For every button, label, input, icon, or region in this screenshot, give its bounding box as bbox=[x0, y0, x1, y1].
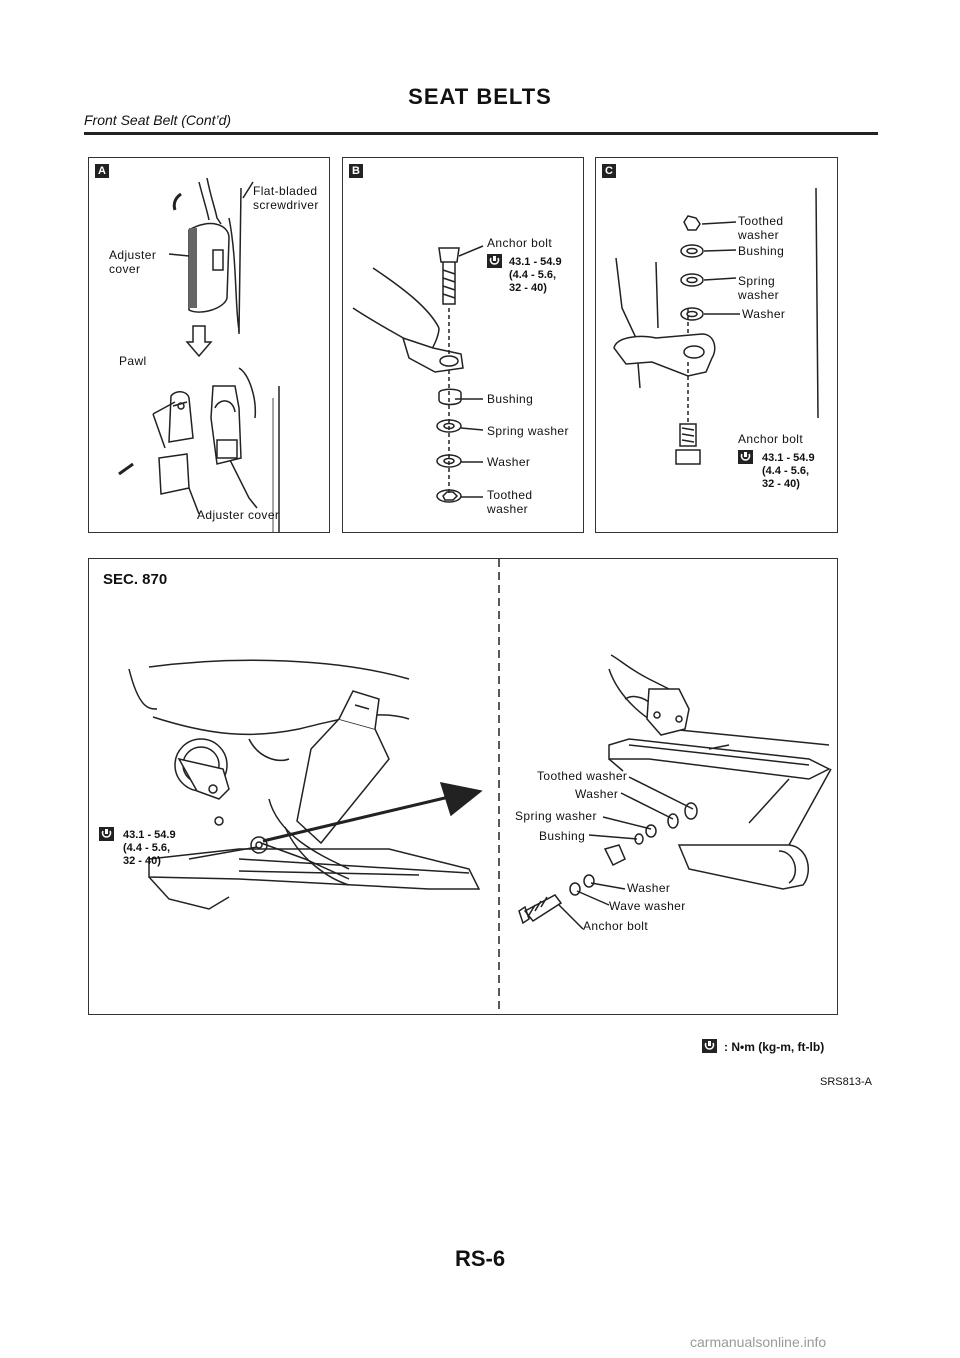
page-title: SEAT BELTS bbox=[408, 84, 552, 109]
label-washer: Washer bbox=[487, 455, 531, 469]
label-bushing: Bushing bbox=[487, 392, 534, 406]
label-washer: Washer bbox=[742, 307, 786, 321]
label-anchor-bolt: Anchor bolt bbox=[487, 236, 553, 250]
label-adjuster-cover-bottom: Adjuster cover bbox=[197, 508, 280, 522]
torque-value-main: 43.1 - 54.9 (4.4 - 5.6, 32 - 40) bbox=[123, 829, 176, 867]
panel-b-illustration bbox=[343, 158, 583, 532]
label-adjuster-cover-top: Adjuster cover bbox=[109, 248, 157, 276]
torque-wrench-icon bbox=[738, 450, 753, 464]
label-pawl: Pawl bbox=[119, 354, 147, 368]
torque-wrench-icon bbox=[702, 1039, 717, 1053]
panel-main-illustration bbox=[89, 559, 837, 1014]
torque-wrench-icon bbox=[487, 254, 502, 268]
panel-a-illustration bbox=[89, 158, 329, 532]
label-toothed-washer: Toothed washer bbox=[738, 214, 784, 242]
label-flat-bladed-screwdriver: Flat-bladed screwdriver bbox=[253, 184, 319, 212]
label-toothed-washer: Toothed washer bbox=[537, 769, 628, 783]
torque-value-b: 43.1 - 54.9 (4.4 - 5.6, 32 - 40) bbox=[509, 256, 562, 294]
section-number: SEC. 870 bbox=[103, 571, 168, 588]
panel-a bbox=[88, 157, 330, 533]
watermark: carmanualsonline.info bbox=[690, 1334, 827, 1350]
label-anchor-bolt: Anchor bolt bbox=[738, 432, 804, 446]
panel-a-tag: A bbox=[95, 164, 109, 178]
label-spring-washer: Spring washer bbox=[487, 424, 569, 438]
panel-b bbox=[342, 157, 584, 533]
label-washer-top: Washer bbox=[575, 787, 619, 801]
panel-main bbox=[88, 558, 838, 1015]
panel-b-tag: B bbox=[349, 164, 363, 178]
label-bushing: Bushing bbox=[738, 244, 785, 258]
page-number: RS-6 bbox=[454, 1246, 506, 1271]
header-rule bbox=[84, 132, 878, 135]
torque-value-c: 43.1 - 54.9 (4.4 - 5.6, 32 - 40) bbox=[762, 452, 815, 490]
torque-wrench-icon bbox=[99, 827, 114, 841]
figure-id: SRS813-A bbox=[820, 1076, 872, 1088]
panel-c bbox=[595, 157, 838, 533]
panel-c-tag: C bbox=[602, 164, 616, 178]
label-bushing: Bushing bbox=[539, 829, 586, 843]
torque-unit-legend: : N•m (kg-m, ft-lb) bbox=[724, 1040, 825, 1054]
label-toothed-washer: Toothed washer bbox=[487, 488, 533, 516]
label-anchor-bolt: Anchor bolt bbox=[583, 919, 649, 933]
label-washer-bottom: Washer bbox=[627, 881, 671, 895]
label-wave-washer: Wave washer bbox=[609, 899, 686, 913]
section-subtitle: Front Seat Belt (Cont’d) bbox=[84, 112, 232, 128]
label-spring-washer: Spring washer bbox=[738, 274, 780, 302]
label-spring-washer: Spring washer bbox=[515, 809, 597, 823]
